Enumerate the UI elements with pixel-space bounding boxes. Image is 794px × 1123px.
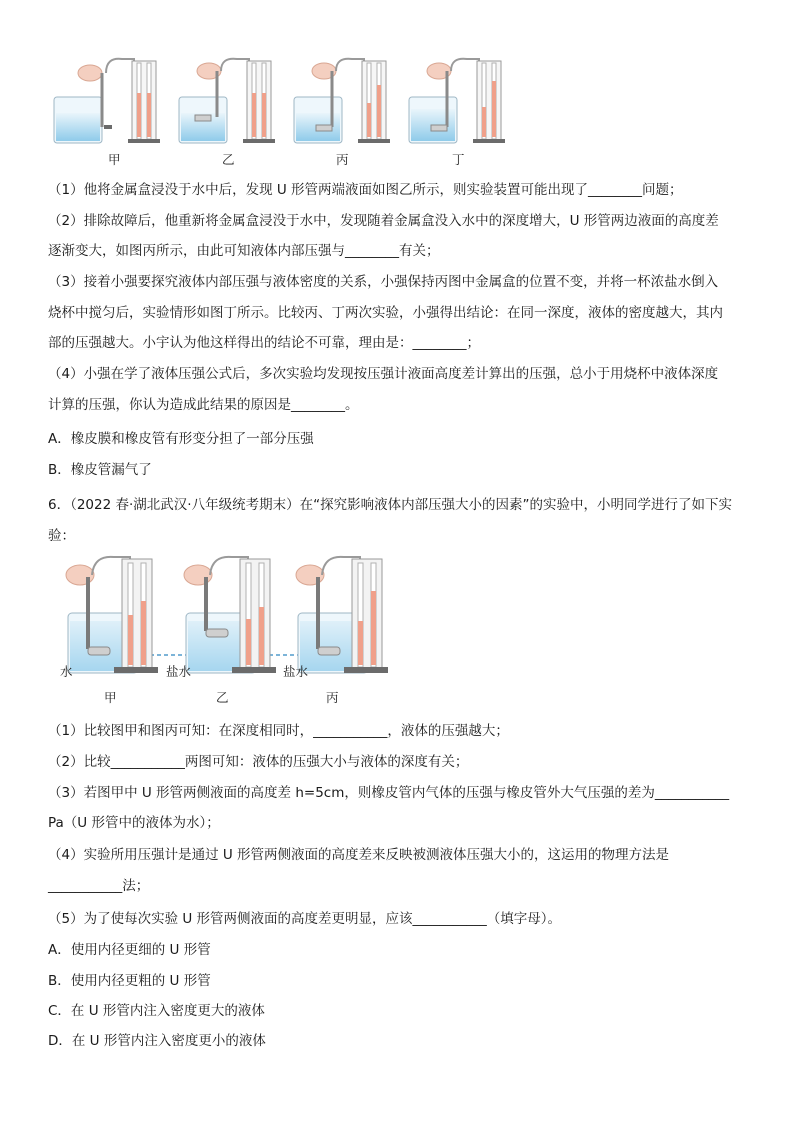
q5-part2-line1: （2）排除故障后，他重新将金属盒浸没于水中，发现随着金属盒没入水中的深度增大，U 形管两边液面的高度差	[48, 213, 719, 229]
q6-stem-line2: 验：	[48, 528, 75, 544]
water	[56, 113, 100, 141]
fig2-apparatus-jia	[66, 557, 158, 673]
q6-option-d: D．在 U 形管内注入密度更小的液体	[48, 1033, 266, 1049]
fig2-apparatus-bing	[296, 557, 388, 673]
q6-part3-line2: Pa（U 形管中的液体为水）；	[48, 815, 220, 831]
fig1-label-ding: 丁	[452, 152, 465, 167]
q5-part2-line2: 逐渐变大，如图丙所示，由此可知液体内部压强与________有关；	[48, 243, 440, 259]
fig1-label-jia: 甲	[108, 152, 121, 167]
q6-option-b: B．使用内径更粗的 U 形管	[48, 973, 211, 989]
apparatus-ding	[409, 59, 505, 143]
q5-part4-line2: 计算的压强，你认为造成此结果的原因是________。	[48, 397, 359, 413]
apparatus-jia	[54, 59, 160, 143]
figure-1-apparatus	[48, 55, 518, 145]
q5-part3-line2: 烧杯中搅匀后，实验情形如图丁所示。比较丙、丁两次实验，小强得出结论：在同一深度，液体的密度越大，其内	[48, 305, 723, 321]
q5-part4-line1: （4）小强在学了液体压强公式后，多次实验均发现按压强计液面高度差计算出的压强，总小于用烧杯中液体深度	[48, 366, 719, 382]
fig2-label-jia: 甲	[104, 690, 117, 705]
q5-part3-line1: （3）接着小强要探究液体内部压强与液体密度的关系，小强保持丙图中金属盒的位置不变，并将一杯浓盐水倒入	[48, 274, 719, 290]
figure-2-apparatus	[58, 555, 388, 685]
q5-option-b: B．橡皮管漏气了	[48, 462, 152, 478]
q6-part1: （1）比较图甲和图丙可知：在深度相同时，___________，液体的压强越大；	[48, 723, 509, 739]
q6-part4-line1: （4）实验所用压强计是通过 U 形管两侧液面的高度差来反映被测液体压强大小的，这运用的物理方法是	[48, 847, 670, 863]
q6-part3-line1: （3）若图甲中 U 形管两侧液面的高度差 h=5cm，则橡皮管内气体的压强与橡皮管外大气压强的差为___________	[48, 785, 730, 801]
q6-stem-line1: 6．（2022 春·湖北武汉·八年级统考期末）在“探究影响液体内部压强大小的因素”的实验中，小明同学进行了如下实	[48, 497, 733, 513]
q6-part5: （5）为了使每次实验 U 形管两侧液面的高度差更明显，应该___________（填字母）。	[48, 911, 562, 927]
q6-part4-line2: ___________法；	[48, 878, 150, 894]
q6-option-c: C．在 U 形管内注入密度更大的液体	[48, 1003, 265, 1019]
u-tube-frame	[132, 61, 156, 141]
q6-part2: （2）比较___________两图可知：液体的压强大小与液体的深度有关；	[48, 754, 469, 770]
fig2-apparatus-yi	[184, 557, 276, 673]
fig2-label-yi: 乙	[216, 690, 229, 705]
fig1-label-bing: 丙	[336, 152, 349, 167]
apparatus-yi	[179, 59, 275, 143]
q5-option-a: A．橡皮膜和橡皮管有形变分担了一部分压强	[48, 431, 314, 447]
q6-option-a: A．使用内径更细的 U 形管	[48, 942, 211, 958]
apparatus-bing	[294, 59, 390, 143]
hand	[78, 65, 102, 81]
fig2-liquid-bing: 盐水	[283, 664, 309, 679]
q5-part3-line3: 部的压强越大。小宇认为他这样得出的结论不可靠，理由是：________；	[48, 335, 480, 351]
fig2-liquid-yi: 盐水	[166, 664, 192, 679]
fig2-liquid-jia: 水	[60, 664, 73, 679]
fig1-label-yi: 乙	[222, 152, 235, 167]
fig2-label-bing: 丙	[326, 690, 339, 705]
q5-part1: （1）他将金属盒浸没于水中后，发现 U 形管两端液面如图乙所示，则实验装置可能出现了________问题；	[48, 182, 683, 198]
